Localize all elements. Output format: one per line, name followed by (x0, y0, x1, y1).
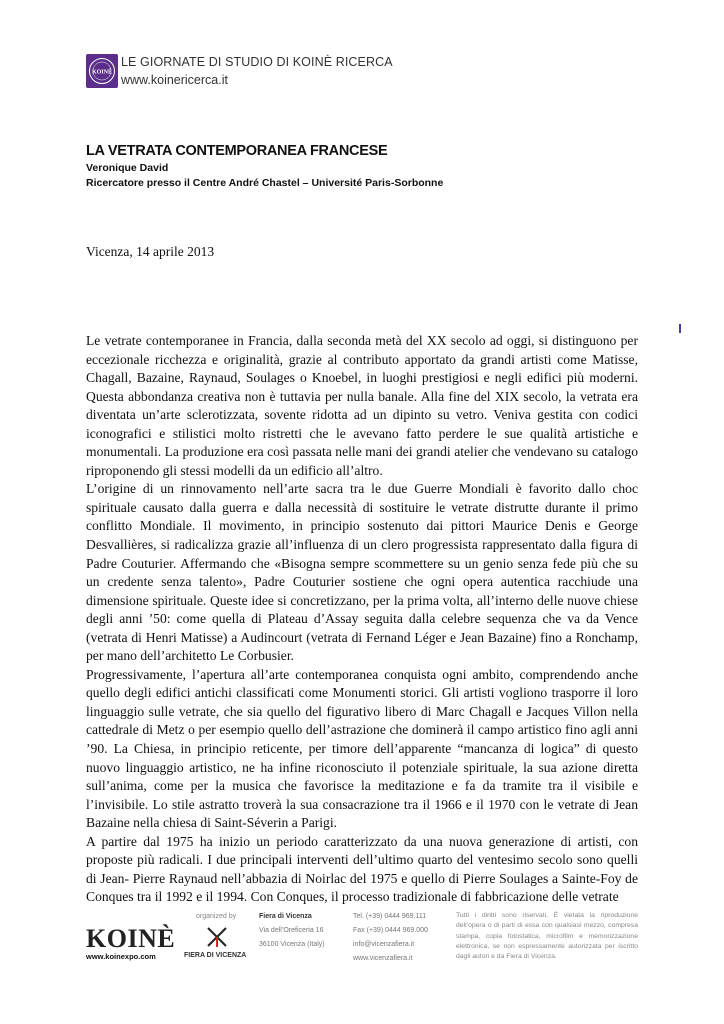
koine-logo (86, 54, 118, 88)
paragraph: L’origine di un rinnovamento nell’arte sacra tra le due Guerre Mondiali è favorito dallo choc spirituale causato dalla guerra e dalla necessità di sostituire le vetrate distrutte durante il primo conflitto Mondiale. Il movimento, in principio sostenuto dai pittori Maurice Denis e George Desvallières, si radicalizza grazie all’influenza di un clero progressista rappresentato dalla figura di Padre Couturier. Affermando che «Bisogna sempre scommettere su un genio senza fede più che su un credente senza talento», Padre Couturier sostiene che ogni opera autentica racchiude una dimensione spirituale. Queste idee si concretizzano, per la prima volta, all’interno delle nuove chiese degli anni ’50: come quella di Plateau d’Assay seguita dalla celebre sequenza che va da Vence (vetrata di Henri Matisse) a Audincourt (vetrata di Fernand Léger e Jean Bazaine) fino a Ronchamp, per mano dell’architetto Le Corbusier. (86, 481, 638, 664)
koine-url[interactable]: www.koinexpo.com (86, 952, 156, 961)
fiera-di-vicenza-label: FIERA DI VICENZA (184, 952, 247, 959)
article-title: LA VETRATA CONTEMPORANEA FRANCESE (86, 143, 388, 159)
header-title: LE GIORNATE DI STUDIO DI KOINÈ RICERCA (121, 55, 393, 69)
koine-seal-text: KOINÈ (91, 69, 113, 76)
organized-by-label: organized by (196, 913, 237, 920)
paragraph: Progressivamente, l’apertura all’arte contemporanea conquista ogni ambito, comprendendo anche quello degli edifici antichi classificati come Monumenti storici. Gli artisti vogliono trasporre il loro linguaggio sulle vetrate, che sia quello del figurativo libero di Marc Chagall e Jacques Villon nella cattedrale di Metz o per esempio quello dell’astrazione che dominerà il campo artistico fino agli anni ’90. La Chiesa, in principio reticente, per timore dell’apparente “mancanza di logica” di questo nuovo linguaggio artistico, ne ha infine riconosciuto il potenziale spirituale, la sua azione diretta sull’anima, come per la musica che favorisce la meditazione e fa da tramite tra il visibile e l’invisibile. Lo stile astratto troverà la sua consacrazione tra il 1966 e il 1970 con le vetrate di Jean Bazaine nella chiesa di Saint-Séverin a Parigi. (86, 666, 638, 831)
footer-contact (353, 910, 428, 966)
contact-fax: Fax (+39) 0444 969.000 (353, 927, 428, 934)
paragraph: Le vetrate contemporanee in Francia, dalla seconda metà del XX secolo ad oggi, si distinguono per eccezionale ricchezza e originalità, grazie al contributo apportato da grandi artisti come Matisse, Chagall, Bazaine, Raynaud, Soulages o Knoebel, in luoghi prestigiosi e negli edifici più moderni. Questa abbondanza creativa non è tuttavia per nulla banale. Alla fine del XIX secolo, la vetrata era diventata un’arte sclerotizzata, sovente ridotta ad un dipinto su vetro. Veniva gestita con codici iconografici e stilistici molto ristretti che le avevano fatto perdere le sue qualità artistiche e monumentali. La produzione era così passata nelle mani dei grandi atelier che vendevano su catalogo riproponendo gli stessi modelli da un edificio all’altro. (86, 333, 638, 478)
contact-tel: Tel. (+39) 0444 969.111 (353, 913, 427, 920)
address-name: Fiera di Vicenza (259, 913, 312, 920)
contact-email[interactable]: info@vicenzafiera.it (353, 941, 415, 948)
koine-seal-icon (88, 57, 116, 85)
fiera-di-vicenza-icon (204, 926, 230, 948)
margin-change-bar (679, 324, 681, 333)
footer-address (259, 910, 325, 952)
page-footer (86, 910, 646, 970)
header-url[interactable]: www.koinericerca.it (121, 73, 228, 87)
koine-footer-logo (86, 924, 175, 954)
article-date: Vicenza, 14 aprile 2013 (86, 244, 215, 259)
article-author: Veronique David (86, 162, 169, 174)
page-header (86, 54, 646, 90)
contact-web[interactable]: www.vicenzafiera.it (353, 955, 413, 962)
footer-rights: Tutti i diritti sono riservati. È vietata la riproduzione dell’opera o di parti di essa con qualsiasi mezzo, compresa stampa, copia fotostatica, microfilm e memorizzazione elettronica, se non espressamente autorizzata per iscritto dagli autori e da Fiera di Vicenza. (456, 912, 638, 961)
article-affiliation: Ricercatore presso il Centre André Chastel – Université Paris-Sorbonne (86, 177, 444, 189)
article-body (86, 332, 638, 907)
address-street: Via dell’Oreficeria 16 (259, 927, 324, 934)
koine-footer-logo-text: KOINÈ (86, 924, 176, 953)
address-city: 36100 Vicenza (Italy) (259, 941, 325, 948)
paragraph: A partire dal 1975 ha inizio un periodo caratterizzato da una nuova generazione di artisti, con proposte più radicali. I due principali interventi dell’ultimo quarto del ventesimo secolo sono quelli di Jean- Pierre Raynaud nell’abbazia di Noirlac del 1975 e quello di Pierre Soulages a Sainte-Foy de Conques tra il 1992 e il 1994. Con Conques, il processo tradizionale di fabbricazione delle vetrate (86, 833, 638, 905)
